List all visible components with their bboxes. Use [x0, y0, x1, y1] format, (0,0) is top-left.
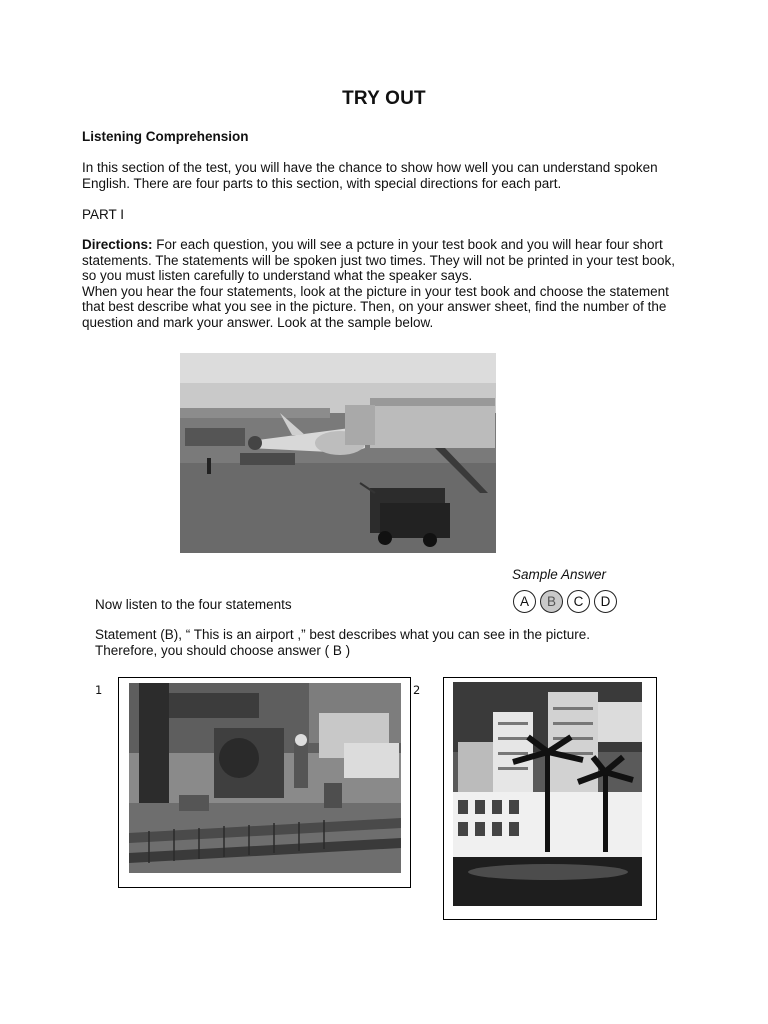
- directions-line: that best describe what you see in the picture. Then, on your answer sheet, find the number of the: [82, 299, 667, 315]
- section-heading: Listening Comprehension: [82, 129, 249, 144]
- answer-bubble-d[interactable]: D: [594, 590, 617, 613]
- answer-bubble-b[interactable]: B: [540, 590, 563, 613]
- question-number-1: 1: [95, 683, 103, 697]
- statement-line: Therefore, you should choose answer ( B ): [95, 642, 351, 658]
- directions-text: For each question, you will see a pcture in your test book and you will hear four short: [152, 237, 663, 252]
- intro-line: English. There are four parts to this section, with special directions for each part.: [82, 175, 562, 191]
- sample-prompt: Now listen to the four statements: [95, 597, 292, 612]
- sample-answer-options: [513, 590, 617, 613]
- directions-line: so you must listen carefully to understand what the speaker says.: [82, 268, 473, 284]
- question-2-photo-hotel: [453, 682, 642, 906]
- sample-statement: [95, 627, 715, 658]
- sample-answer-label: Sample Answer: [512, 567, 607, 582]
- intro-line: In this section of the test, you will have the chance to show how well you can understand spoken: [82, 160, 658, 175]
- directions-label: Directions:: [82, 237, 153, 252]
- directions-line: When you hear the four statements, look at the picture in your test book and choose the statement: [82, 283, 669, 299]
- question-number-2: 2: [413, 683, 421, 697]
- directions-line: statements. The statements will be spoken just two times. They will not be printed in your test book,: [82, 252, 676, 268]
- directions-line: [82, 237, 712, 253]
- sample-photo-airport: [180, 353, 496, 553]
- answer-bubble-c[interactable]: C: [567, 590, 590, 613]
- directions-line: question and mark your answer. Look at the sample below.: [82, 314, 434, 330]
- question-1-photo-construction: [129, 683, 401, 873]
- answer-bubble-a[interactable]: A: [513, 590, 536, 613]
- intro-paragraph: [82, 160, 712, 191]
- part-label: PART I: [82, 207, 125, 222]
- directions-paragraph: [82, 237, 712, 331]
- page-title: TRY OUT: [342, 88, 426, 109]
- statement-line: Statement (B), “ This is an airport ,” best describes what you can see in the picture.: [95, 627, 590, 642]
